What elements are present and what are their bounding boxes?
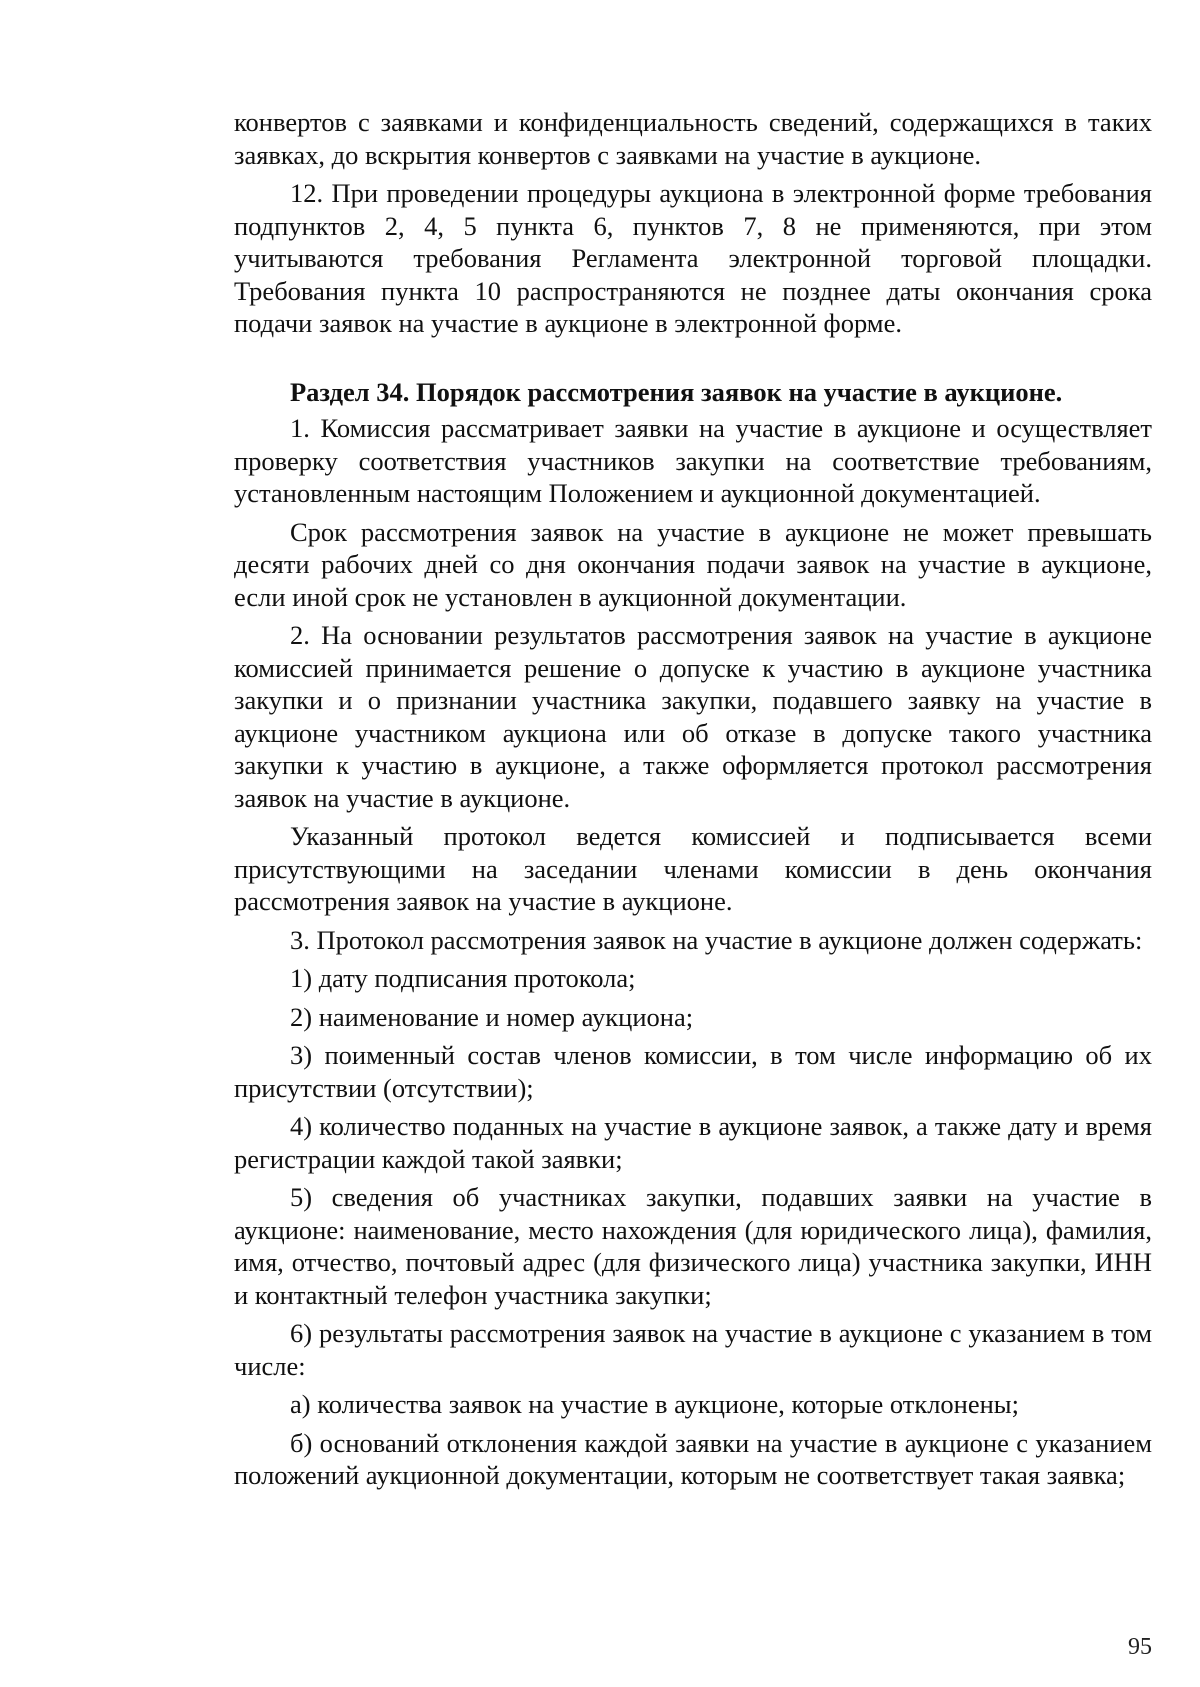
list-item-1: 1) дату подписания протокола; bbox=[290, 963, 636, 993]
list-item-5: 5) сведения об участниках закупки, подавших заявки на участие в аукционе: наименование, место нахождения (для юридического лица), фамилия, имя, отчество, почтовый адрес (для физического лица) участника закупки, ИНН и контактный телефон участника закупки; bbox=[234, 1182, 1152, 1310]
list-item-6: 6) результаты рассмотрения заявок на участие в аукционе с указанием в том числе: bbox=[234, 1318, 1152, 1381]
paragraph-item-1: 1. Комиссия рассматривает заявки на участие в аукционе и осуществляет проверку соответствия участников закупки на соответствие требованиям, установленным настоящим Положением и аукционной документацией. bbox=[234, 413, 1152, 508]
paragraph-protocol-signing: Указанный протокол ведется комиссией и подписывается всеми присутствующими на заседании членами комиссии в день окончания рассмотрения заявок на участие в аукционе. bbox=[234, 821, 1152, 916]
paragraph-review-term: Срок рассмотрения заявок на участие в аукционе не может превышать десяти рабочих дней со дня окончания подачи заявок на участие в аукционе, если иной срок не установлен в аукционной документации. bbox=[234, 516, 1152, 612]
page-number: 95 bbox=[1128, 1634, 1152, 1660]
paragraph-continuation: конвертов с заявками и конфиденциальность сведений, содержащихся в таких заявках, до вскрытия конвертов с заявками на участие в аукционе. bbox=[234, 107, 1152, 170]
list-item-6b: б) оснований отклонения каждой заявки на участие в аукционе с указанием положений аукционной документации, которым не соответствует такая заявка; bbox=[234, 1427, 1152, 1490]
document-body bbox=[234, 106, 1152, 1498]
paragraph-item-3: 3. Протокол рассмотрения заявок на участие в аукционе должен содержать: bbox=[290, 924, 1143, 955]
section-heading: Раздел 34. Порядок рассмотрения заявок на участие в аукционе. bbox=[290, 376, 1063, 407]
list-item-3: 3) поименный состав членов комиссии, в том числе информацию об их присутствии (отсутствии); bbox=[234, 1040, 1152, 1103]
paragraph-item-12: 12. При проведении процедуры аукциона в электронной форме требования подпунктов 2, 4, 5 пункта 6, пунктов 7, 8 не применяются, при этом учитываются требования Регламента электронной торговой площадки. Требования пункта 10 распространяются не позднее даты окончания срока подачи заявок на участие в аукционе в электронной форме. bbox=[234, 178, 1152, 338]
list-item-4: 4) количество поданных на участие в аукционе заявок, а также дату и время регистрации каждой такой заявки; bbox=[234, 1111, 1152, 1174]
paragraph-item-2: 2. На основании результатов рассмотрения заявок на участие в аукционе комиссией принимается решение о допуске к участию в аукционе участника закупки и о признании участника закупки, подавшего заявку на участие в аукционе участником аукциона или об отказе в допуске такого участника закупки к участию в аукционе, а также оформляется протокол рассмотрения заявок на участие в аукционе. bbox=[234, 620, 1152, 813]
list-item-6a: а) количества заявок на участие в аукционе, которые отклонены; bbox=[290, 1389, 1019, 1419]
list-item-2: 2) наименование и номер аукциона; bbox=[290, 1001, 694, 1032]
